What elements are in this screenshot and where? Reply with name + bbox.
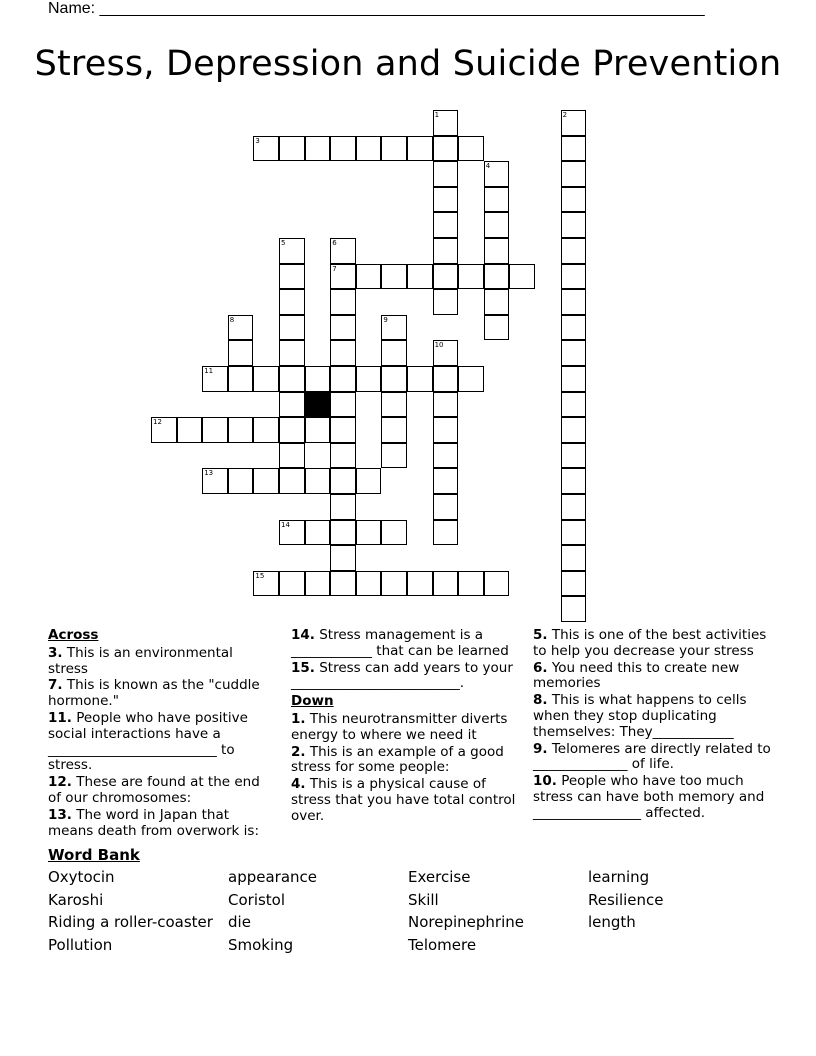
crossword-cell[interactable] [356, 571, 382, 597]
crossword-cell[interactable] [433, 136, 459, 162]
crossword-cell[interactable] [561, 315, 587, 341]
crossword-cell[interactable] [279, 289, 305, 315]
crossword-cell[interactable] [561, 571, 587, 597]
crossword-cell[interactable] [330, 443, 356, 469]
crossword-cell[interactable] [407, 264, 433, 290]
clue-number: 9 [383, 315, 388, 324]
crossword-cell[interactable] [509, 264, 535, 290]
crossword-cell[interactable] [356, 264, 382, 290]
crossword-cell[interactable] [356, 136, 382, 162]
crossword-cell[interactable] [433, 520, 459, 546]
crossword-cell[interactable] [253, 571, 279, 597]
word-bank-item: appearance [228, 868, 317, 886]
name-field[interactable]: Name: ____________________________________________________________________ [48, 0, 705, 17]
crossword-cell[interactable] [484, 264, 510, 290]
crossword-cell[interactable] [561, 494, 587, 520]
crossword-cell[interactable] [202, 417, 228, 443]
word-bank-item: Coristol [228, 891, 286, 909]
crossword-cell[interactable] [228, 366, 254, 392]
crossword-cell[interactable] [305, 136, 331, 162]
crossword-cell[interactable] [484, 187, 510, 213]
clue-number: 13 [204, 469, 214, 478]
down-heading: Down [291, 693, 334, 710]
crossword-cell[interactable] [330, 520, 356, 546]
crossword-cell[interactable] [484, 315, 510, 341]
down-clue-2: 2. This is an example of a good stress for some people: [291, 743, 504, 776]
crossword-cell[interactable] [356, 366, 382, 392]
page-title: Stress, Depression and Suicide Prevention [34, 44, 782, 84]
crossword-cell[interactable] [381, 520, 407, 546]
clue-number: 7 [332, 264, 337, 273]
crossword-cell[interactable] [561, 110, 587, 136]
crossword-cell[interactable] [381, 443, 407, 469]
crossword-cell[interactable] [330, 417, 356, 443]
across-clue-7: 7. This is known as the "cuddle hormone." [48, 677, 260, 710]
crossword-cell[interactable] [433, 110, 459, 136]
across-clue-15: 15. Stress can add years to your _________________________. [291, 659, 513, 692]
crossword-cell[interactable] [381, 417, 407, 443]
crossword-cell[interactable] [177, 417, 203, 443]
crossword-cell[interactable] [407, 136, 433, 162]
word-bank-item: Karoshi [48, 891, 104, 909]
across-clue-11: 11. People who have positive social interactions have a _________________________ to stress. [48, 709, 248, 774]
crossword-cell[interactable] [561, 187, 587, 213]
crossword-cell[interactable] [484, 161, 510, 187]
crossword-cell[interactable] [253, 136, 279, 162]
crossword-cell[interactable] [330, 289, 356, 315]
crossword-cell[interactable] [561, 136, 587, 162]
crossword-cell[interactable] [561, 212, 587, 238]
crossword-cell[interactable] [228, 417, 254, 443]
crossword-cell[interactable] [279, 520, 305, 546]
crossword-cell[interactable] [381, 392, 407, 418]
crossword-cell[interactable] [484, 238, 510, 264]
crossword-cell[interactable] [253, 366, 279, 392]
word-bank-item: Resilience [588, 891, 664, 909]
crossword-cell[interactable] [305, 571, 331, 597]
clue-number: 15 [255, 571, 265, 580]
clue-number: 6 [332, 239, 337, 247]
crossword-cell[interactable] [330, 366, 356, 392]
crossword-cell[interactable] [228, 340, 254, 366]
crossword-cell[interactable] [305, 366, 331, 392]
word-bank-item: Telomere [408, 936, 477, 954]
word-bank-item: Pollution [48, 936, 113, 954]
clue-number: 11 [204, 367, 214, 375]
crossword-cell[interactable] [330, 340, 356, 366]
crossword-cell[interactable] [279, 340, 305, 366]
crossword-cell[interactable] [202, 468, 228, 494]
word-bank-title: Word Bank [48, 846, 140, 864]
crossword-cell[interactable] [279, 468, 305, 494]
crossword-cell[interactable] [433, 289, 459, 315]
crossword-cell[interactable] [433, 212, 459, 238]
crossword-cell[interactable] [407, 366, 433, 392]
clue-number: 10 [434, 341, 444, 350]
crossword-cell[interactable] [381, 136, 407, 162]
crossword-cell[interactable] [433, 443, 459, 469]
crossword-cell[interactable] [433, 392, 459, 418]
crossword-cell[interactable] [381, 571, 407, 597]
clue-number: 12 [153, 418, 162, 427]
down-clue-4: 4. This is a physical cause of stress that you have total control over. [291, 776, 516, 824]
clues-column-3 [533, 628, 773, 823]
crossword-cell[interactable] [458, 136, 484, 162]
crossword-cell[interactable] [458, 264, 484, 290]
down-clue-9: 9. Telomeres are directly related to ______________ of life. [533, 740, 771, 773]
crossword-cell[interactable] [279, 392, 305, 418]
crossword-cell[interactable] [407, 571, 433, 597]
crossword-cell[interactable] [561, 161, 587, 187]
crossword-cell[interactable] [484, 571, 510, 597]
crossword-cell[interactable] [305, 417, 331, 443]
crossword-cell[interactable] [330, 392, 356, 418]
crossword-cell[interactable] [433, 264, 459, 290]
crossword-cell[interactable] [228, 315, 254, 341]
word-bank-item: learning [588, 868, 650, 886]
crossword-cell[interactable] [228, 468, 254, 494]
crossword-cell[interactable] [279, 443, 305, 469]
crossword-cell[interactable] [305, 468, 331, 494]
crossword-cell[interactable] [484, 289, 510, 315]
crossword-cell[interactable] [279, 238, 305, 264]
crossword-cell[interactable] [330, 545, 356, 571]
across-clue-14: 14. Stress management is a ____________ that can be learned [291, 627, 509, 659]
clue-number: 4 [485, 162, 491, 171]
crossword-cell[interactable] [433, 417, 459, 443]
crossword-cell[interactable] [561, 545, 587, 571]
crossword-cell[interactable] [330, 136, 356, 162]
crossword-cell[interactable] [253, 468, 279, 494]
crossword-cell[interactable] [279, 264, 305, 290]
crossword-cell[interactable] [561, 392, 587, 418]
crossword-cell[interactable] [330, 264, 356, 290]
clue-number: 1 [434, 111, 440, 119]
crossword-cell[interactable] [433, 494, 459, 520]
clue-number: 3 [255, 136, 260, 145]
crossword-cell[interactable] [561, 596, 587, 622]
across-heading: Across [48, 627, 99, 643]
crossword-cell[interactable] [433, 340, 459, 366]
clues-column-1 [48, 628, 273, 840]
crossword-cell[interactable] [433, 187, 459, 213]
crossword-cell[interactable] [458, 571, 484, 597]
crossword-cell[interactable] [433, 238, 459, 264]
crossword-cell[interactable] [433, 571, 459, 597]
crossword-cell[interactable] [330, 571, 356, 597]
crossword-cell[interactable] [305, 520, 331, 546]
crossword-cell[interactable] [433, 468, 459, 494]
crossword-cell[interactable] [330, 468, 356, 494]
across-clue-13: 13. The word in Japan that means death from overwork is: [48, 806, 260, 839]
crossword-cell[interactable] [279, 366, 305, 392]
clue-number: 8 [229, 315, 235, 324]
crossword-cell[interactable] [279, 417, 305, 443]
clue-number: 5 [281, 239, 286, 247]
across-clue-12: 12. These are found at the end of our chromosomes: [48, 774, 260, 806]
word-bank-item: Oxytocin [48, 868, 115, 886]
black-square [305, 392, 331, 418]
down-clue-5: 5. This is one of the best activities to help you decrease your stress [533, 627, 767, 659]
across-clue-3: 3. This is an environmental stress [48, 644, 233, 677]
word-bank-item: Skill [408, 891, 439, 909]
crossword-cell[interactable] [484, 212, 510, 238]
clues-column-2 [291, 628, 527, 826]
crossword-cell[interactable] [561, 468, 587, 494]
crossword-cell[interactable] [381, 340, 407, 366]
crossword-cell[interactable] [253, 417, 279, 443]
crossword-cell[interactable] [561, 238, 587, 264]
clue-number: 2 [562, 111, 568, 119]
crossword-cell[interactable] [561, 366, 587, 392]
crossword-cell[interactable] [330, 494, 356, 520]
crossword-cell[interactable] [151, 417, 177, 443]
crossword-cell[interactable] [279, 571, 305, 597]
down-clue-10: 10. People who have too much stress can have both memory and ________________ affected. [533, 773, 765, 821]
crossword-cell[interactable] [561, 264, 587, 290]
word-bank-item: Norepinephrine [408, 913, 524, 931]
word-bank-item: Smoking [228, 936, 294, 954]
crossword-cell[interactable] [561, 417, 587, 443]
word-bank-item: Riding a roller-coaster [48, 913, 213, 931]
crossword-cell[interactable] [381, 366, 407, 392]
crossword-cell[interactable] [561, 340, 587, 366]
crossword-cell[interactable] [433, 161, 459, 187]
crossword-cell[interactable] [279, 136, 305, 162]
crossword-cell[interactable] [330, 315, 356, 341]
crossword-cell[interactable] [279, 315, 305, 341]
word-bank-item: Exercise [408, 868, 471, 886]
word-bank-item: die [228, 913, 251, 931]
crossword-cell[interactable] [356, 520, 382, 546]
down-clue-8: 8. This is what happens to cells when they stop duplicating themselves: They____________ [533, 692, 747, 740]
crossword-cell[interactable] [561, 443, 587, 469]
crossword-cell[interactable] [330, 238, 356, 264]
crossword-cell[interactable] [381, 315, 407, 341]
crossword-cell[interactable] [381, 264, 407, 290]
crossword-cell[interactable] [433, 366, 459, 392]
crossword-cell[interactable] [561, 289, 587, 315]
crossword-cell[interactable] [458, 366, 484, 392]
clue-number: 14 [281, 520, 290, 529]
down-clue-6: 6. You need this to create new memories [533, 659, 740, 692]
down-clue-1: 1. This neurotransmitter diverts energy to where we need it [291, 710, 508, 743]
word-bank-item: length [588, 913, 636, 931]
crossword-cell[interactable] [202, 366, 228, 392]
crossword-cell[interactable] [356, 468, 382, 494]
crossword-cell[interactable] [561, 520, 587, 546]
